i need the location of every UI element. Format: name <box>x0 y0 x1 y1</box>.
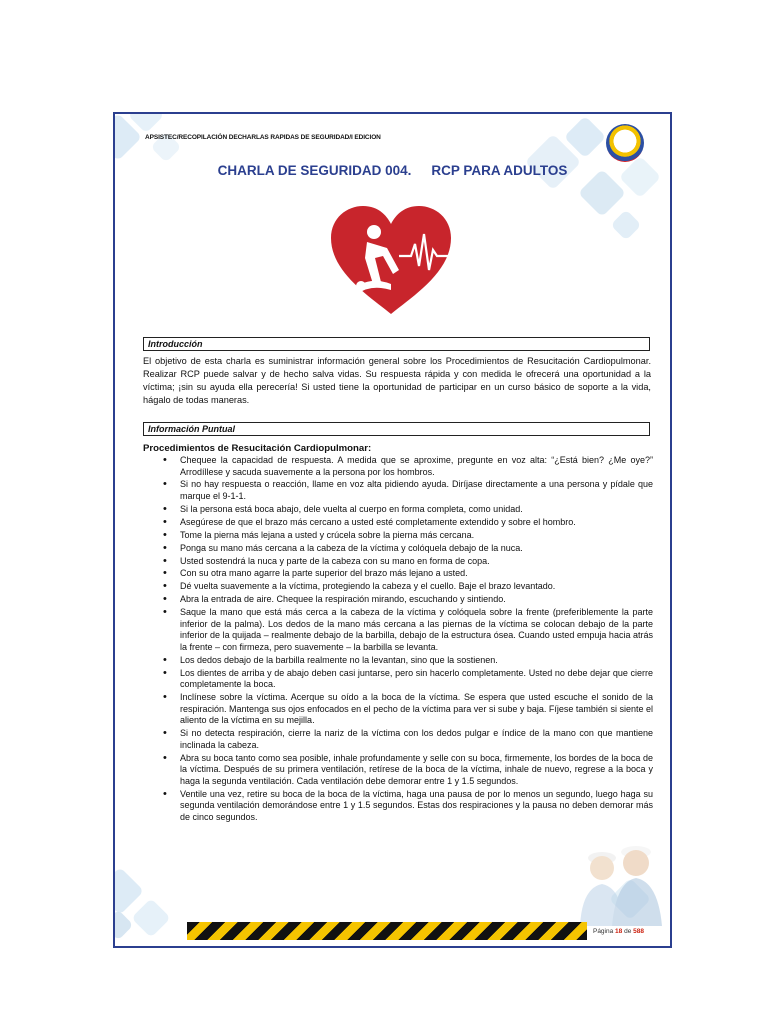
list-item: • Tome la pierna más lejana a usted y crúcela sobre la pierna más cercana. <box>180 530 653 542</box>
list-item: • Si no detecta respiración, cierre la nariz de la víctima con los dedos pulgar e índice de la mano con que mantiene inclinada la cabeza. <box>180 728 653 751</box>
list-item: • Inclínese sobre la víctima. Acerque su oído a la boca de la víctima. Se espera que usted escuche el sonido de la respiración. Mantenga sus ojos enfocados en el pecho de la víctima para ver si sube y baja. Fíjese también si siente el aliento de la víctima en su mejilla. <box>180 692 653 727</box>
header-line: APSISTEC/RECOPILACIÓN DECHARLAS RAPIDAS DE SEGURIDAD/I EDICION <box>145 134 381 141</box>
list-item: • Usted sostendrá la nuca y parte de la cabeza con su mano en forma de copa. <box>180 556 653 568</box>
hazard-stripe <box>187 922 587 940</box>
list-item: • Ventile una vez, retire su boca de la boca de la víctima, haga una pausa de por lo menos un segundo, luego haga su segunda ventilación demorándose entre 1 y 1.5 segundos. Estas dos respiraciones y la pausa no deben demorar más de cinco segundos. <box>180 789 653 824</box>
list-item: • Los dedos debajo de la barbilla realmente no la levantan, sino que la sostienen. <box>180 655 653 667</box>
info-heading: Información Puntual <box>143 422 650 436</box>
heart-cpr-icon <box>329 204 453 316</box>
list-item: • Con su otra mano agarre la parte superior del brazo más lejano a usted. <box>180 568 653 580</box>
intro-heading: Introducción <box>143 337 650 351</box>
list-item: • Abra su boca tanto como sea posible, inhale profundamente y selle con su boca, firmemente, los bordes de la boca de la víctima. Después de su primera ventilación, retírese de la boca de la víctima, inhale de nuevo, regrese a la boca y haga la segunda ventilación. Cada ventilación debe demorar entre 1 y 1.5 segundos. <box>180 753 653 788</box>
list-item: • Abra la entrada de aire. Chequee la respiración mirando, escuchando y sintiendo. <box>180 594 653 606</box>
logo-icon <box>606 124 644 162</box>
info-subheading: Procedimientos de Resucitación Cardiopulmonar: <box>143 443 372 454</box>
list-item: • Dé vuelta suavemente a la víctima, protegiendo la cabeza y el cuello. Baje el brazo levantado. <box>180 581 653 593</box>
list-item: • Ponga su mano más cercana a la cabeza de la víctima y colóquela debajo de la nuca. <box>180 543 653 555</box>
list-item: • Los dientes de arriba y de abajo deben casi juntarse, pero sin hacerlo completamente. Usted no debe dejar que cierre completamente la boca. <box>180 668 653 691</box>
page-title <box>115 163 670 178</box>
list-item: • Asegúrese de que el brazo más cercano a usted esté completamente extendido y sobre el hombro. <box>180 517 653 529</box>
workers-illustration <box>572 830 664 926</box>
document-page <box>113 112 672 948</box>
list-item: • Si no hay respuesta o reacción, llame en voz alta pidiendo ayuda. Diríjase directamente a una persona y pídale que marque el 9-1-1. <box>180 479 653 502</box>
title-right: RCP PARA ADULTOS <box>431 163 568 178</box>
intro-paragraph: El objetivo de esta charla es suministrar información general sobre los Procedimientos de Resucitación Cardiopulmonar. Realizar RCP puede salvar y de hecho salva vidas. Su respuesta rápida y con medida le ofrecerá una oportunidad a la víctima; ¡sin su ayuda ella perecería! Si usted tiene la oportunidad de participar en un curso básico de soporte a la vida, hágalo de todas maneras. <box>143 356 651 405</box>
list-item: • Chequee la capacidad de respuesta. A medida que se aproxime, pregunte en voz alta: “¿Está bien? ¿Me oye?” Arrodíllese y sacuda suavemente a la persona por los hombros. <box>180 455 653 478</box>
page-number: Página 18 de 588 <box>592 928 644 935</box>
title-left: CHARLA DE SEGURIDAD 004. <box>217 163 412 178</box>
procedure-list <box>143 455 653 825</box>
list-item: • Saque la mano que está más cerca a la cabeza de la víctima y colóquela sobre la frente (preferiblemente la parte inferior de la palma). Los dedos de la mano más cercana a las piernas de la víctima se colocan debajo de la parte inferior de la quijada – realmente debajo de la barbilla, debajo de la estructura ósea. Cuando usted empuja hacia atrás la frente – con firmeza, pero suavemente – la barbilla se levanta. <box>180 607 653 653</box>
list-item: • Si la persona está boca abajo, dele vuelta al cuerpo en forma completa, como unidad. <box>180 504 653 516</box>
